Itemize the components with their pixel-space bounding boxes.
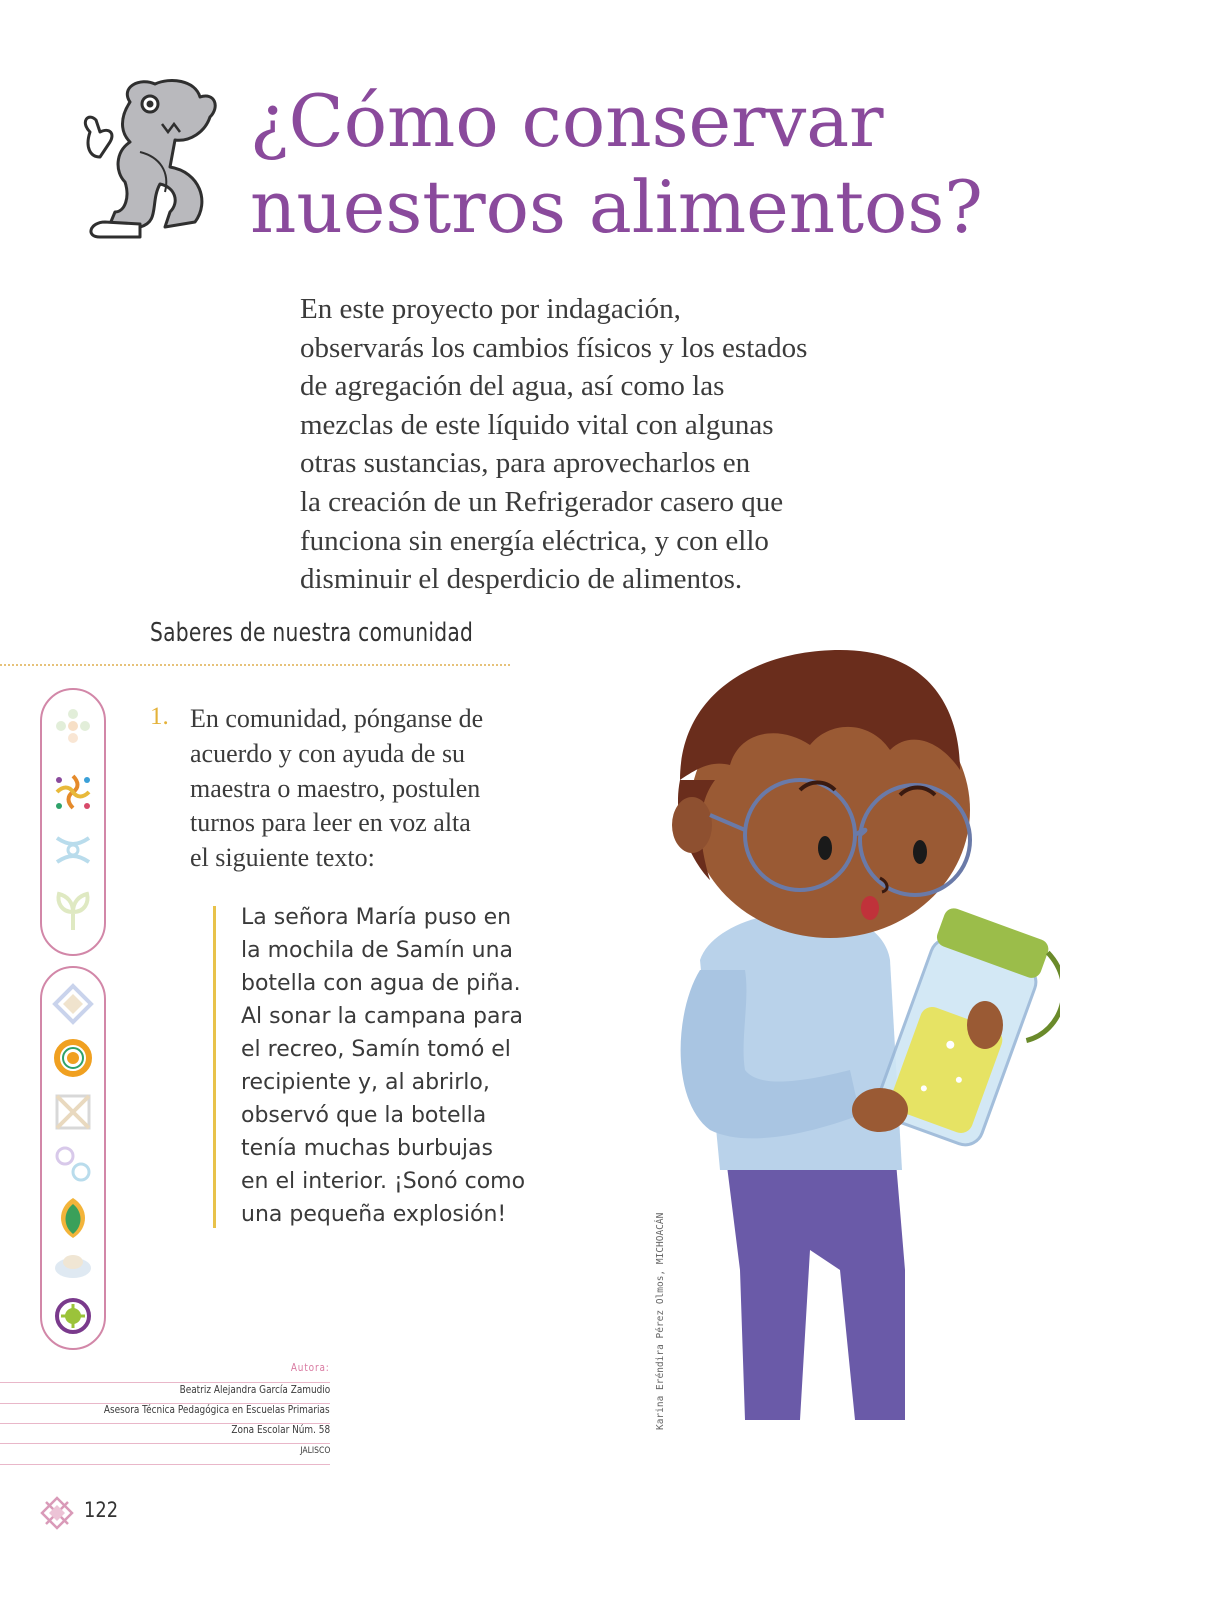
- quote-line: la mochila de Samín una: [241, 938, 514, 963]
- pyramid-icon: [51, 1090, 95, 1134]
- author-role: Asesora Técnica Pedagógica en Escuelas Primarias: [104, 1404, 330, 1416]
- author-label: Autora:: [291, 1362, 330, 1374]
- quote-bar: [213, 906, 216, 1228]
- link-icon: [51, 1142, 95, 1186]
- spiral-icon: [51, 1036, 95, 1080]
- author-name: Beatriz Alejandra García Zamudio: [179, 1384, 330, 1396]
- intro-line: observarás los cambios físicos y los estados: [300, 331, 808, 364]
- activity-line: En comunidad, pónganse de: [190, 704, 484, 733]
- author-rule: [0, 1382, 330, 1383]
- flower-icon: [53, 706, 93, 746]
- quote-line: una pequeña explosión!: [241, 1202, 507, 1227]
- people-icon: [51, 828, 95, 872]
- leaf-icon: [51, 1194, 95, 1242]
- author-state: JALISCO: [299, 1446, 330, 1456]
- side-icon-panel-bottom: [40, 966, 106, 1350]
- intro-line: funciona sin energía eléctrica, y con ello: [300, 524, 769, 557]
- activity-line: maestra o maestro, postulen: [190, 773, 481, 803]
- illustration-credit: Karina Eréndira Pérez Olmos, MICHOACÁN: [655, 1212, 666, 1430]
- page-ornament-icon: [40, 1496, 74, 1530]
- intro-line: de agregación del agua, así como las: [300, 370, 725, 403]
- author-rule: [0, 1464, 330, 1465]
- community-icon: [49, 768, 97, 816]
- boy-with-bottle-illustration: [640, 630, 1060, 1430]
- author-zone: Zona Escolar Núm. 58: [231, 1424, 330, 1436]
- activity-number: 1.: [150, 703, 169, 730]
- sprout-icon: [51, 886, 95, 934]
- activity-line: el siguiente texto:: [190, 843, 375, 873]
- quote-line: La señora María puso en: [241, 905, 512, 930]
- quote-line: botella con agua de piña.: [241, 971, 521, 996]
- intro-line: mezclas de este líquido vital con algunas: [300, 408, 774, 441]
- quote-line: tenía muchas burbujas: [241, 1136, 493, 1161]
- activity-line: acuerdo y con ayuda de su: [190, 738, 466, 768]
- intro-line: otras sustancias, para aprovecharlos en: [300, 447, 751, 480]
- side-icon-panel-top: [40, 688, 106, 956]
- quote-line: el recreo, Samín tomó el: [241, 1037, 511, 1062]
- page-title-line-2: nuestros alimentos?: [250, 165, 983, 249]
- mascot-glyph-icon: [70, 72, 230, 242]
- intro-line: disminuir el desperdicio de alimentos.: [300, 563, 743, 596]
- sun-icon: [51, 1294, 95, 1338]
- author-rule: [0, 1443, 330, 1444]
- quote-line: recipiente y, al abrirlo,: [241, 1070, 490, 1095]
- intro-paragraph: [300, 290, 960, 599]
- section-title: Saberes de nuestra comunidad: [150, 618, 474, 648]
- compass-icon: [51, 982, 95, 1026]
- page-number: 122: [84, 1498, 119, 1522]
- page-title-line-1: ¿Cómo conservar: [250, 79, 884, 163]
- activity-text: [190, 702, 570, 876]
- intro-line: la creación de un Refrigerador casero que: [300, 485, 784, 518]
- story-quote: [241, 901, 581, 1231]
- section-divider: [0, 664, 510, 666]
- quote-line: Al sonar la campana para: [241, 1004, 523, 1029]
- quote-line: observó que la botella: [241, 1103, 487, 1128]
- activity-line: turnos para leer en voz alta: [190, 808, 471, 838]
- page-title: [250, 78, 1150, 250]
- quote-line: en el interior. ¡Sonó como: [241, 1169, 526, 1194]
- cloud-icon: [51, 1250, 95, 1284]
- intro-line: En este proyecto por indagación,: [300, 293, 681, 325]
